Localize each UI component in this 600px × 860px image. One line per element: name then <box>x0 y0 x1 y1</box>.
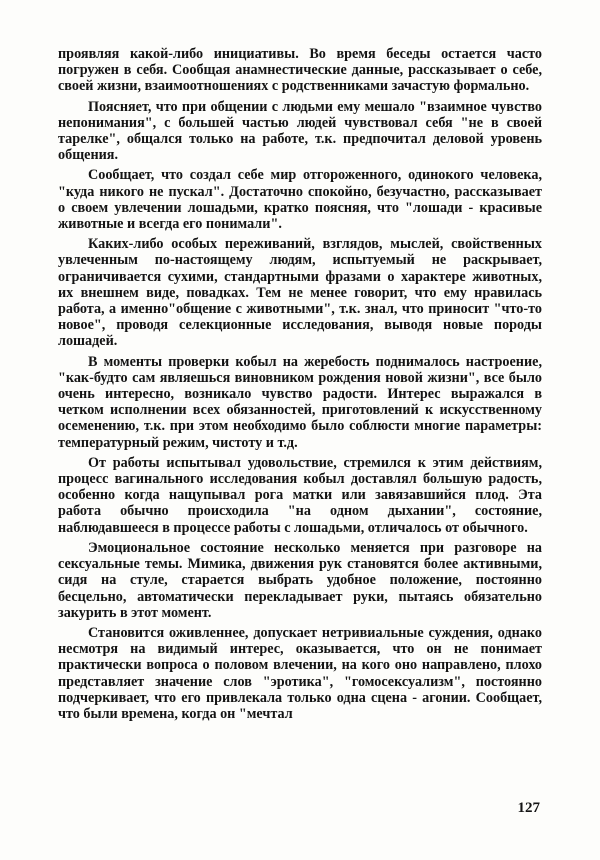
paragraph: От работы испытывал удовольствие, стремился к этим действиям, процесс вагинального исследования кобыл доставлял большую радость, особенно когда нащупывал рога матки или завязавшийся плод. Эта работа обычно происходила "на одном дыхании", состояние, наблюдавшееся в процессе работы с лошадьми, отличалось от обычного. <box>58 454 542 536</box>
page-number: 127 <box>517 800 540 816</box>
paragraph: Поясняет, что при общении с людьми ему мешало "взаимное чувство непонимания", с большей частью людей чувствовал себя "не в своей тарелке", общался только на работе, т.к. предпочитал деловой уровень общения. <box>58 98 542 164</box>
body-text <box>58 46 542 726</box>
paragraph: Каких-либо особых переживаний, взглядов, мыслей, свойственных увлеченным по-настоящему людям, испытуемый не раскрывает, ограничивается сухими, стандартными фразами о характере животных, их внешнем виде, повадках. Тем не менее говорит, что ему нравилась работа, а именно"общение с животными", т.к. знал, что приносит "что-то новое", проводя селекционные исследования, выводя новые породы лошадей. <box>58 236 542 350</box>
paragraph-continuation: проявляя какой-либо инициативы. Во время беседы остается часто погружен в себя. Сообщая анамнестические данные, рассказывает о себе, своей жизни, взаимоотношениях с родственниками зачастую формально. <box>58 46 542 95</box>
paragraph: Становится оживленнее, допускает нетривиальные суждения, однако несмотря на видимый интерес, оказывается, что он не понимает практически вопроса о половом влечении, на кого оно направлено, плохо представляет значение слов "эротика", "гомосексуализм", постоянно подчеркивает, что его привлекала только одна сцена - агонии. Сообщает, что были времена, когда он "мечтал <box>58 624 542 722</box>
paragraph: Сообщает, что создал себе мир отгороженного, одинокого человека, "куда никого не пускал". Достаточно спокойно, безучастно, рассказывает о своем увлечении лошадьми, кратко поясняя, что "лошади - красивые животные и всегда его понимали". <box>58 167 542 233</box>
paragraph: В моменты проверки кобыл на жеребость поднималось настроение, "как-будто сам являешься виновником рождения новой жизни", все было очень интересно, возникало чувство радости. Интерес выражался в четком исполнении всех обязанностей, приготовлений к искусственному осеменению, т.к. при этом необходимо было соблюсти многие параметры: температурный режим, чистоту и т.д. <box>58 353 542 451</box>
paragraph: Эмоциональное состояние несколько меняется при разговоре на сексуальные темы. Мимика, движения рук становятся более активными, сидя на стуле, старается выбрать удобное положение, постоянно бесцельно, автоматически перекладывает руки, пытаясь обязательно закурить в этот момент. <box>58 539 542 621</box>
